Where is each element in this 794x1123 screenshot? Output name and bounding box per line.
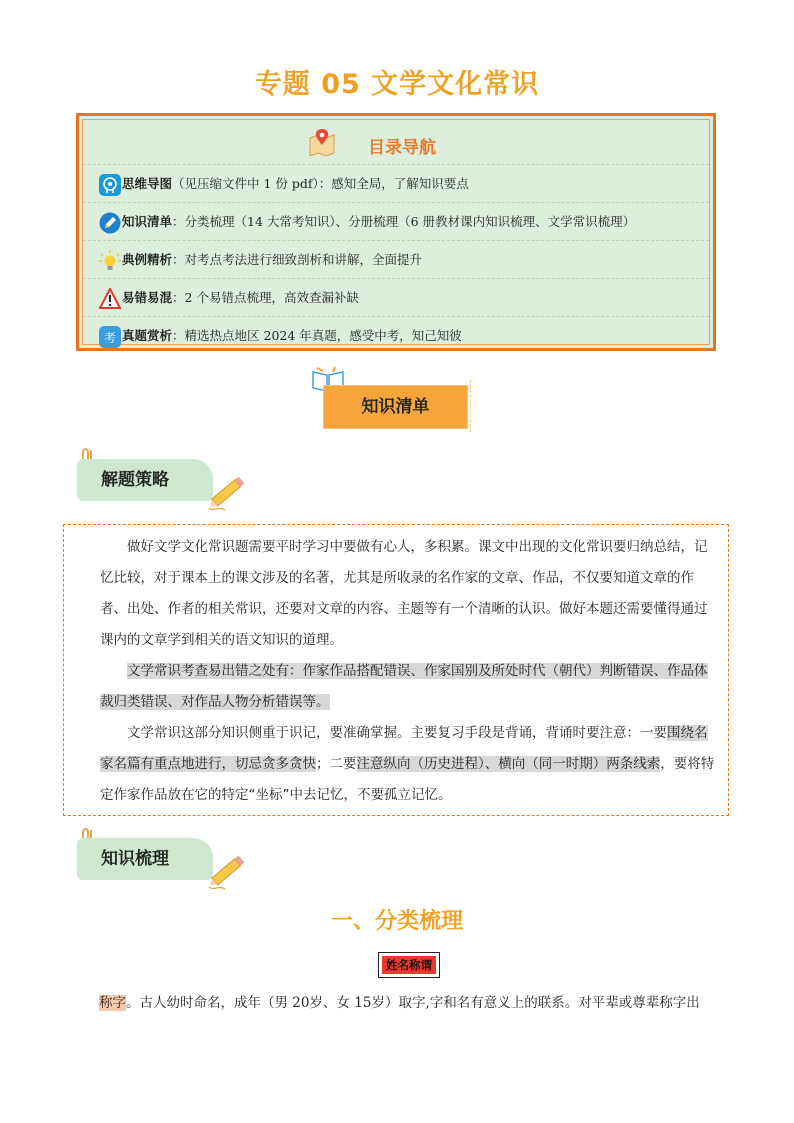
highlight-text: 围绕名家名篇有重点地进行，切忌贪多贪快: [100, 725, 708, 772]
toc-inner-border: [82, 119, 710, 345]
pencil-icon: [205, 472, 251, 516]
knowledge-list-banner: [323, 385, 468, 429]
highlight-text: 注意纵向（历史进程）、横向（同一时期）两条线索: [356, 756, 661, 772]
page-title: 专题 05 文学文化常识: [254, 69, 540, 100]
toc-item-text: （见压缩文件中 1 份 pdf）：感知全局，了解知识要点: [172, 176, 469, 191]
svg-text:考: 考: [103, 331, 117, 345]
toc-box: [76, 113, 716, 351]
map-pin-icon: [307, 128, 337, 160]
term-highlight: 称字: [99, 995, 126, 1011]
toc-item-examples: [83, 240, 709, 279]
toc-item-real-exam: [83, 316, 709, 355]
strategy-paragraph-2: [100, 656, 718, 718]
body-text: [99, 990, 739, 1016]
category-tag-label: 姓名称谓: [382, 956, 436, 974]
pen-icon: [99, 211, 121, 233]
toc-item-text: ：2 个易错点梳理，高效查漏补缺: [172, 290, 359, 305]
highlight-text: 文学常识考查易出错之处有：作家作品搭配错误、作家国别及所处时代（朝代）判断错误、作品体裁归类错误、对作品人物分析错误等。: [100, 663, 708, 710]
section-tag-label: 解题策略: [101, 470, 169, 490]
section-tag-label: 知识梳理: [101, 849, 169, 869]
toc-item-text: ：精选热点地区 2024 年真题，感受中考，知己知彼: [172, 328, 462, 343]
toc-item-label: 知识清单: [122, 214, 173, 229]
toc-item-knowledge-list: [83, 202, 709, 241]
pencil-icon: [205, 851, 251, 895]
strategy-paragraph-1: 做好文学文化常识题需要平时学习中要做有心人，多积累。课文中出现的文化常识要归纳总结，记忆比较，对于课本上的课文涉及的名著，尤其是所收录的名作家的文章、作品，不仅要知道文章的作者、出处、作者的相关常识，还要对文章的内容、主题等有一个清晰的认识。做好本题还需要懂得通过课内的文章学到相关的语文知识的道理。: [100, 539, 708, 648]
strategy-p3-text: ；二要: [316, 756, 357, 772]
strategy-box: [63, 524, 729, 816]
exam-icon: [99, 325, 121, 347]
category-tag: [378, 952, 440, 978]
mind-map-icon: [99, 173, 121, 195]
strategy-paragraph-3: [100, 718, 718, 811]
toc-item-label: 真题赏析: [122, 328, 173, 343]
toc-heading: 目录导航: [368, 138, 436, 158]
section-tag-strategy: [77, 459, 213, 501]
strategy-p3-text: 文学常识这部分知识侧重于识记，要准确掌握。主要复习手段是背诵，背诵时要注意：一要: [127, 725, 667, 741]
lightbulb-icon: [99, 249, 121, 271]
strategy-p3-text: ，要将特定作家作品放在它的特定“坐标”中去记忆，不要孤立记忆。: [100, 756, 715, 803]
section-tag-knowledge: [77, 838, 213, 880]
banner-decoration: [470, 380, 477, 432]
toc-item-mistakes: [83, 278, 709, 317]
banner-label: 知识清单: [361, 397, 430, 417]
toc-item-text: ：对考点考法进行细致剖析和讲解，全面提升: [172, 252, 423, 267]
body-text-content: 。古人幼时命名，成年（男 20岁、女 15岁）取字,字和名有意义上的联系。对平辈或尊辈称字出: [126, 995, 700, 1011]
toc-header: [83, 120, 709, 164]
toc-item-text: ：分类梳理（14 大常考知识）、分册梳理（6 册教材课内知识梳理、文学常识梳理）: [172, 214, 636, 229]
toc-item-label: 思维导图: [122, 176, 173, 191]
section-heading: 一、分类梳理: [330, 909, 463, 934]
toc-item-mind-map: [83, 164, 709, 203]
warning-icon: [99, 287, 121, 309]
toc-item-label: 典例精析: [122, 252, 173, 267]
toc-item-label: 易错易混: [122, 290, 173, 305]
